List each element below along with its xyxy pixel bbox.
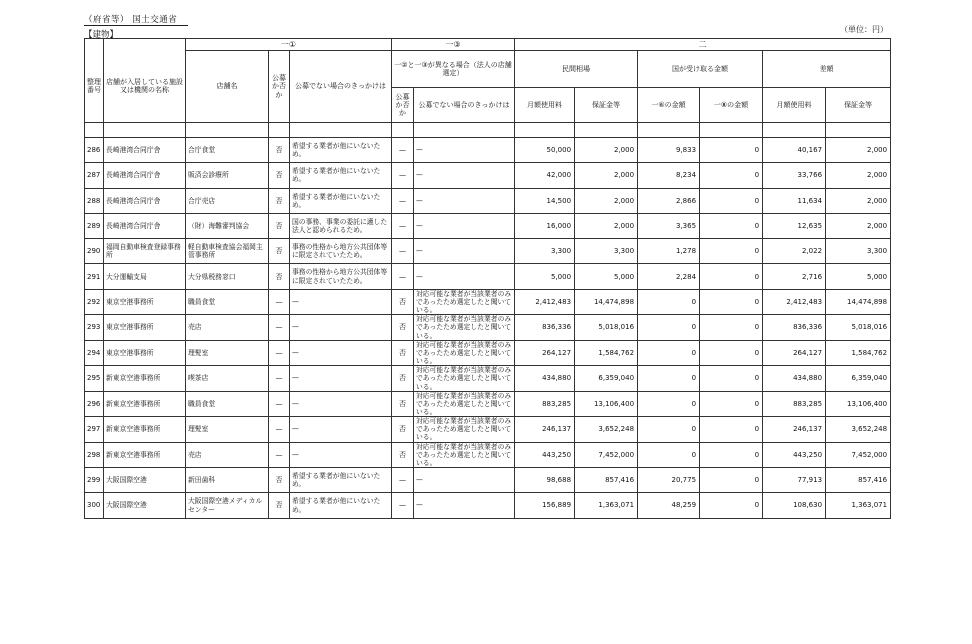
trigger-text: 事務の性格から地方公共団体等に限定されていたため。: [290, 264, 392, 289]
open-recruit2: 否: [392, 315, 414, 340]
deposit2-header: 保証金等: [826, 88, 891, 123]
trigger-text: 希望する業者が他にいないため。: [290, 138, 392, 163]
facility-header: 店舗が入居している施設又は機関の名称: [104, 51, 186, 123]
trigger2-text: 対応可能な業者が当該業者のみであったため選定したと聞いている。: [414, 366, 515, 391]
open-recruit2: 否: [392, 340, 414, 365]
store-name: 大分県税務窓口: [186, 264, 269, 289]
table-row: [85, 138, 891, 163]
store-name: 喫茶店: [186, 366, 269, 391]
category-label: 【建物】: [84, 30, 119, 40]
diff-deposit: 7,452,000: [826, 442, 891, 467]
market-deposit: 3,652,248: [575, 417, 638, 442]
open-recruit2: —: [392, 188, 414, 213]
trigger-header: 公募でない場合のきっかけは: [290, 51, 392, 123]
gov-amount8: 0: [700, 239, 763, 264]
trigger2-text: —: [414, 239, 515, 264]
row-number: 291: [85, 264, 104, 289]
header-row-2: [85, 51, 891, 88]
gov-amount8: 0: [700, 442, 763, 467]
gov-amount6: 0: [638, 289, 700, 314]
group3-header: 一③: [392, 39, 515, 51]
header-row-1: [85, 39, 891, 51]
diff-header: 差額: [763, 51, 891, 88]
market-monthly-fee: 2,412,483: [515, 289, 575, 314]
row-number: 286: [85, 138, 104, 163]
diff-deposit: 2,000: [826, 188, 891, 213]
table-row: [85, 340, 891, 365]
trigger-text: —: [290, 442, 392, 467]
data-table: [84, 38, 891, 519]
trigger2-text: —: [414, 493, 515, 518]
open-recruit: 否: [269, 163, 290, 188]
open-recruit: —: [269, 340, 290, 365]
open-recruit2: 否: [392, 391, 414, 416]
gov-amount6: 2,866: [638, 188, 700, 213]
open-recruit2: —: [392, 163, 414, 188]
diff-deposit: 2,000: [826, 163, 891, 188]
market-monthly-fee: 836,336: [515, 315, 575, 340]
row-number: 287: [85, 163, 104, 188]
facility-name: 長崎港湾合同庁舎: [104, 138, 186, 163]
open-recruit2: —: [392, 239, 414, 264]
gov-amount8: 0: [700, 417, 763, 442]
row-number: 294: [85, 340, 104, 365]
gov-amount-header: 国が受け取る金額: [638, 51, 763, 88]
trigger-text: 希望する業者が他にいないため。: [290, 493, 392, 518]
trigger2-text: —: [414, 213, 515, 238]
gov-amount8: 0: [700, 366, 763, 391]
table-row: [85, 213, 891, 238]
facility-name: 新東京空港事務所: [104, 391, 186, 416]
gov-amount8: 0: [700, 493, 763, 518]
facility-name: 福岡自動車検査登録事務所: [104, 239, 186, 264]
market-deposit: 5,000: [575, 264, 638, 289]
open-recruit: —: [269, 391, 290, 416]
diff-monthly-fee: 2,022: [763, 239, 826, 264]
diff-monthly-fee: 77,913: [763, 468, 826, 493]
table-row: [85, 493, 891, 518]
diff-monthly-fee: 883,285: [763, 391, 826, 416]
diff-deposit: 857,416: [826, 468, 891, 493]
trigger2-text: —: [414, 188, 515, 213]
open-recruit2: 否: [392, 289, 414, 314]
store-name: 売店: [186, 442, 269, 467]
group1-header: 一①: [186, 39, 392, 51]
row-number: 292: [85, 289, 104, 314]
market-monthly-fee: 98,688: [515, 468, 575, 493]
row-number: 300: [85, 493, 104, 518]
row-number: 295: [85, 366, 104, 391]
open-recruit: 否: [269, 468, 290, 493]
diff-deposit: 5,018,016: [826, 315, 891, 340]
open-recruit: 否: [269, 138, 290, 163]
open-recruit: 否: [269, 493, 290, 518]
gov-amount8: 0: [700, 340, 763, 365]
trigger-text: —: [290, 289, 392, 314]
trigger-text: —: [290, 315, 392, 340]
market-monthly-fee: 5,000: [515, 264, 575, 289]
header-underline: [84, 25, 188, 26]
store-name: 販済会診療所: [186, 163, 269, 188]
market-monthly-fee: 264,127: [515, 340, 575, 365]
store-header: 店舗名: [186, 51, 269, 123]
gov-amount6: 0: [638, 391, 700, 416]
gov-amount6: 3,365: [638, 213, 700, 238]
store-name: 売店: [186, 315, 269, 340]
market-monthly-fee: 14,500: [515, 188, 575, 213]
unit-label: （単位：円）: [840, 25, 888, 34]
table-row: [85, 391, 891, 416]
table-row: [85, 289, 891, 314]
store-name: 合庁食堂: [186, 138, 269, 163]
market-deposit: 2,000: [575, 163, 638, 188]
diff-monthly-fee: 11,634: [763, 188, 826, 213]
diff-case-header: 一②と一③が異なる場合（法人の店舗選定）: [392, 51, 515, 88]
diff-monthly-fee: 40,167: [763, 138, 826, 163]
facility-name: 長崎港湾合同庁舎: [104, 213, 186, 238]
trigger2-text: —: [414, 138, 515, 163]
diff-monthly-fee: 434,880: [763, 366, 826, 391]
row-number: 296: [85, 391, 104, 416]
gov-amount8: 0: [700, 264, 763, 289]
market-monthly-fee: 50,000: [515, 138, 575, 163]
gov-amount6: 1,278: [638, 239, 700, 264]
gov-amount8: 0: [700, 468, 763, 493]
open-recruit: —: [269, 366, 290, 391]
row-number: 297: [85, 417, 104, 442]
trigger-text: 国の事務、事業の委託に適した法人と認められるため。: [290, 213, 392, 238]
row-number: 299: [85, 468, 104, 493]
store-name: （財）海難審判協会: [186, 213, 269, 238]
diff-deposit: 2,000: [826, 138, 891, 163]
facility-name: 新東京空港事務所: [104, 366, 186, 391]
trigger2-text: 対応可能な業者が当該業者のみであったため選定したと聞いている。: [414, 340, 515, 365]
trigger2-text: 対応可能な業者が当該業者のみであったため選定したと聞いている。: [414, 442, 515, 467]
diff-monthly-fee: 246,137: [763, 417, 826, 442]
table-row: [85, 163, 891, 188]
market-monthly-fee: 246,137: [515, 417, 575, 442]
row-number: 293: [85, 315, 104, 340]
open-recruit: 否: [269, 188, 290, 213]
gov-amount8: 0: [700, 391, 763, 416]
open-recruit: 否: [269, 239, 290, 264]
facility-name: 新東京空港事務所: [104, 442, 186, 467]
market-monthly-fee: 443,250: [515, 442, 575, 467]
facility-name: 新東京空港事務所: [104, 417, 186, 442]
market-deposit: 2,000: [575, 213, 638, 238]
store-name: 大阪国際空港メディカルセンター: [186, 493, 269, 518]
diff-monthly-fee: 2,412,483: [763, 289, 826, 314]
trigger2-text: 対応可能な業者が当該業者のみであったため選定したと聞いている。: [414, 391, 515, 416]
open-recruit2: 否: [392, 417, 414, 442]
trigger-text: —: [290, 417, 392, 442]
diff-monthly-fee: 2,716: [763, 264, 826, 289]
amount8-header: 一⑧の金額: [700, 88, 763, 123]
table-row: [85, 239, 891, 264]
trigger-text: 希望する業者が他にいないため。: [290, 163, 392, 188]
open-recruit-header: 公募か否か: [269, 51, 290, 123]
market-deposit: 857,416: [575, 468, 638, 493]
trigger-text: —: [290, 391, 392, 416]
gov-amount8: 0: [700, 315, 763, 340]
trigger-text: 希望する業者が他にいないため。: [290, 468, 392, 493]
store-name: 職員食堂: [186, 289, 269, 314]
diff-monthly-fee: 33,766: [763, 163, 826, 188]
facility-name: 長崎港湾合同庁舎: [104, 188, 186, 213]
open-recruit: 否: [269, 213, 290, 238]
gov-amount6: 0: [638, 340, 700, 365]
market-deposit: 7,452,000: [575, 442, 638, 467]
facility-name: 東京空港事務所: [104, 315, 186, 340]
market-monthly-fee: 156,889: [515, 493, 575, 518]
gov-amount6: 2,284: [638, 264, 700, 289]
store-name: 軽自動車検査協会福岡主管事務所: [186, 239, 269, 264]
deposit-header: 保証金等: [575, 88, 638, 123]
diff-deposit: 1,363,071: [826, 493, 891, 518]
department-label: （府省等） 国土交通省: [84, 15, 178, 25]
gov-amount6: 0: [638, 315, 700, 340]
table-row: [85, 468, 891, 493]
row-number: 288: [85, 188, 104, 213]
gov-amount6: 0: [638, 366, 700, 391]
gov-amount6: 0: [638, 417, 700, 442]
market-deposit: 13,106,400: [575, 391, 638, 416]
monthly-fee2-header: 月額使用料: [763, 88, 826, 123]
open-recruit2: —: [392, 468, 414, 493]
open-recruit2: 否: [392, 366, 414, 391]
gov-amount8: 0: [700, 188, 763, 213]
market-deposit: 6,359,040: [575, 366, 638, 391]
amount6-header: 一⑥の金額: [638, 88, 700, 123]
market-monthly-fee: 434,880: [515, 366, 575, 391]
diff-deposit: 13,106,400: [826, 391, 891, 416]
diff-deposit: 2,000: [826, 213, 891, 238]
trigger-text: 希望する業者が他にいないため。: [290, 188, 392, 213]
diff-deposit: 3,300: [826, 239, 891, 264]
market-deposit: 2,000: [575, 188, 638, 213]
market-monthly-fee: 16,000: [515, 213, 575, 238]
store-name: 合庁売店: [186, 188, 269, 213]
row-number: 290: [85, 239, 104, 264]
facility-name: 東京空港事務所: [104, 340, 186, 365]
facility-name: 長崎港湾合同庁舎: [104, 163, 186, 188]
trigger2-text: —: [414, 468, 515, 493]
diff-monthly-fee: 443,250: [763, 442, 826, 467]
open-recruit2: —: [392, 138, 414, 163]
group2-header: 二: [515, 39, 891, 51]
open-recruit: 否: [269, 264, 290, 289]
gov-amount6: 20,775: [638, 468, 700, 493]
store-name: 新田歯科: [186, 468, 269, 493]
store-name: 理髪室: [186, 340, 269, 365]
market-header: 民間相場: [515, 51, 638, 88]
diff-deposit: 1,584,762: [826, 340, 891, 365]
gov-amount8: 0: [700, 163, 763, 188]
trigger2-text: —: [414, 163, 515, 188]
open-recruit2: —: [392, 213, 414, 238]
trigger2-text: 対応可能な業者が当該業者のみであったため選定したと聞いている。: [414, 315, 515, 340]
no-header: 整理番号: [85, 51, 104, 123]
open-recruit: —: [269, 417, 290, 442]
market-deposit: 1,584,762: [575, 340, 638, 365]
trigger2-header: 公募でない場合のきっかけは: [414, 88, 515, 123]
market-deposit: 3,300: [575, 239, 638, 264]
table-row: [85, 366, 891, 391]
table-row: [85, 442, 891, 467]
gov-amount8: 0: [700, 213, 763, 238]
store-name: 理髪室: [186, 417, 269, 442]
diff-deposit: 14,474,898: [826, 289, 891, 314]
trigger-text: —: [290, 340, 392, 365]
store-name: 職員食堂: [186, 391, 269, 416]
gov-amount6: 9,833: [638, 138, 700, 163]
trigger2-text: 対応可能な業者が当該業者のみであったため選定したと聞いている。: [414, 289, 515, 314]
market-monthly-fee: 883,285: [515, 391, 575, 416]
open-recruit2: 否: [392, 442, 414, 467]
table-row: [85, 264, 891, 289]
gov-amount8: 0: [700, 289, 763, 314]
diff-monthly-fee: 836,336: [763, 315, 826, 340]
open-recruit: —: [269, 315, 290, 340]
market-monthly-fee: 3,300: [515, 239, 575, 264]
trigger2-text: 対応可能な業者が当該業者のみであったため選定したと聞いている。: [414, 417, 515, 442]
gov-amount6: 48,259: [638, 493, 700, 518]
row-number: 289: [85, 213, 104, 238]
table-row: [85, 417, 891, 442]
open-recruit: —: [269, 442, 290, 467]
market-deposit: 1,363,071: [575, 493, 638, 518]
table-row: [85, 188, 891, 213]
gov-amount6: 0: [638, 442, 700, 467]
trigger2-text: —: [414, 264, 515, 289]
market-deposit: 5,018,016: [575, 315, 638, 340]
market-deposit: 14,474,898: [575, 289, 638, 314]
open-recruit2-header: 公募か否か: [392, 88, 414, 123]
monthly-fee-header: 月額使用料: [515, 88, 575, 123]
gov-amount8: 0: [700, 138, 763, 163]
diff-deposit: 3,652,248: [826, 417, 891, 442]
spacer-row: [85, 123, 891, 138]
trigger-text: 事務の性格から地方公共団体等に限定されていたため。: [290, 239, 392, 264]
facility-name: 東京空港事務所: [104, 289, 186, 314]
facility-name: 大阪国際空港: [104, 493, 186, 518]
facility-name: 大分運輸支局: [104, 264, 186, 289]
table-row: [85, 315, 891, 340]
open-recruit2: —: [392, 264, 414, 289]
market-deposit: 2,000: [575, 138, 638, 163]
diff-monthly-fee: 108,630: [763, 493, 826, 518]
trigger-text: —: [290, 366, 392, 391]
diff-monthly-fee: 264,127: [763, 340, 826, 365]
open-recruit: —: [269, 289, 290, 314]
diff-monthly-fee: 12,635: [763, 213, 826, 238]
diff-deposit: 5,000: [826, 264, 891, 289]
facility-name: 大阪国際空港: [104, 468, 186, 493]
gov-amount6: 8,234: [638, 163, 700, 188]
open-recruit2: —: [392, 493, 414, 518]
row-number: 298: [85, 442, 104, 467]
diff-deposit: 6,359,040: [826, 366, 891, 391]
market-monthly-fee: 42,000: [515, 163, 575, 188]
